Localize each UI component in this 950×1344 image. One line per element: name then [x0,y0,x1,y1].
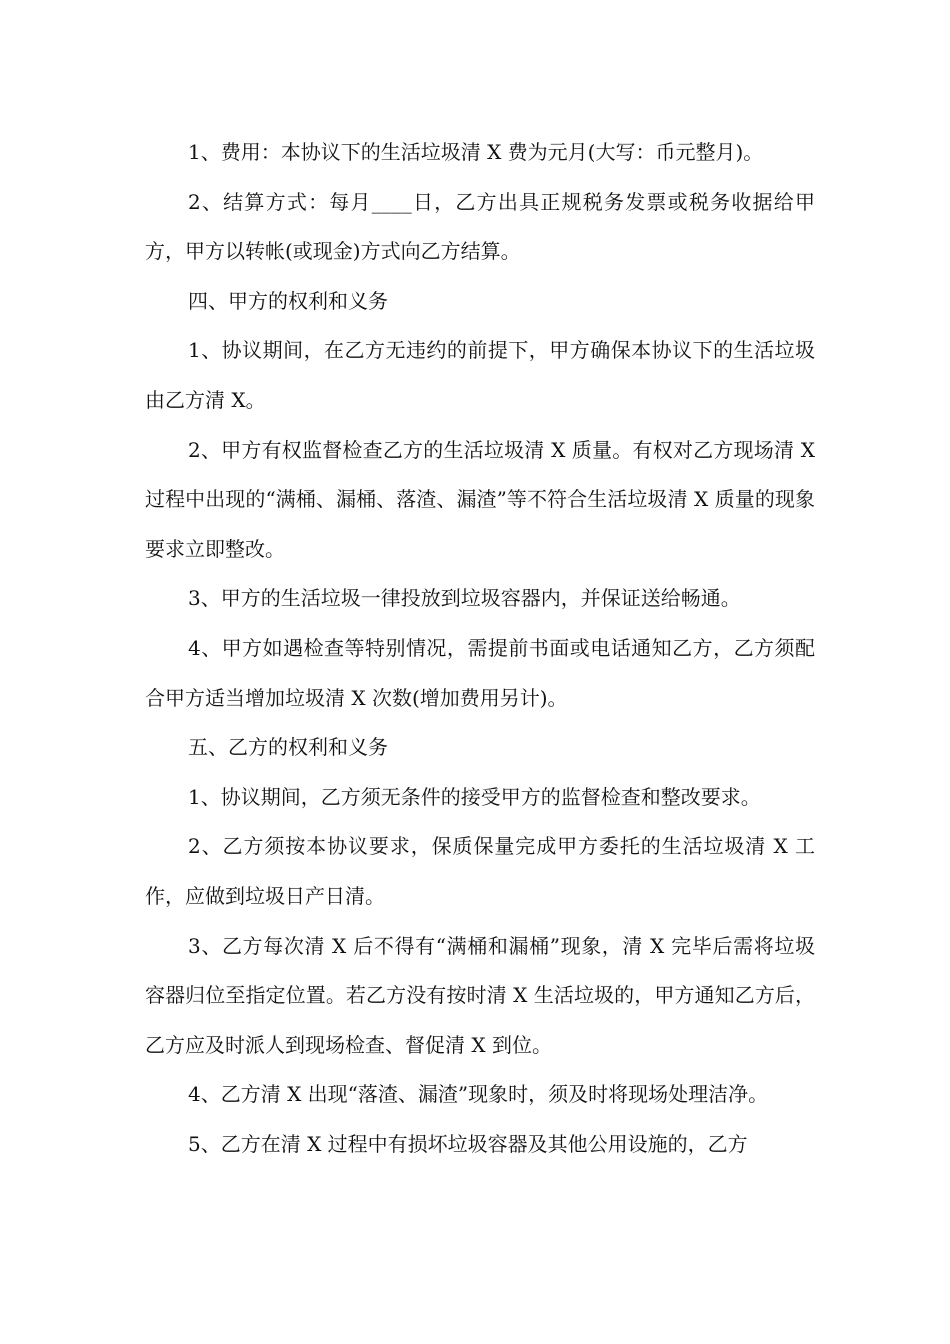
party-b-clause-2: 2、乙方须按本协议要求，保质保量完成甲方委托的生活垃圾清 X 工作，应做到垃圾日产日清。 [145,834,815,908]
section-heading-party-a: 四、甲方的权利和义务 [188,288,388,313]
section-heading-party-b: 五、乙方的权利和义务 [188,735,388,760]
party-a-clause-2: 2、甲方有权监督检查乙方的生活垃圾清 X 质量。有权对乙方现场清 X 过程中出现的“满桶、漏桶、落渣、漏渣”等不符合生活垃圾清 X 质量的现象要求立即整改。 [145,437,815,561]
party-b-clause-4: 4、乙方清 X 出现“落渣、漏渣”现象时，须及时将现场处理洁净。 [188,1082,769,1107]
party-a-clause-4: 4、甲方如遇检查等特别情况，需提前书面或电话通知乙方，乙方须配合甲方适当增加垃圾清 X 次数(增加费用另计)。 [145,635,815,710]
party-a-clause-3: 3、甲方的生活垃圾一律投放到垃圾容器内，并保证送给畅通。 [188,586,741,611]
document-page [145,128,815,1169]
settlement-clause: 2、结算方式：每月____日，乙方出具正规税务发票或税务收据给甲方，甲方以转帐(或现金)方式向乙方结算。 [145,189,815,264]
fee-clause: 1、费用：本协议下的生活垃圾清 X 费为元月(大写：币元整月)。 [188,140,764,164]
party-b-clause-5: 5、乙方在清 X 过程中有损坏垃圾容器及其他公用设施的，乙方 [188,1131,748,1156]
party-b-clause-3: 3、乙方每次清 X 后不得有“满桶和漏桶”现象，清 X 完毕后需将垃圾容器归位至指定位置。若乙方没有按时清 X 生活垃圾的，甲方通知乙方后，乙方应及时派人到现场检查、督促清 X 到位。 [145,933,815,1057]
party-b-clause-1: 1、协议期间，乙方须无条件的接受甲方的监督检查和整改要求。 [188,784,761,809]
party-a-clause-1: 1、协议期间，在乙方无违约的前提下，甲方确保本协议下的生活垃圾由乙方清 X。 [145,338,815,412]
